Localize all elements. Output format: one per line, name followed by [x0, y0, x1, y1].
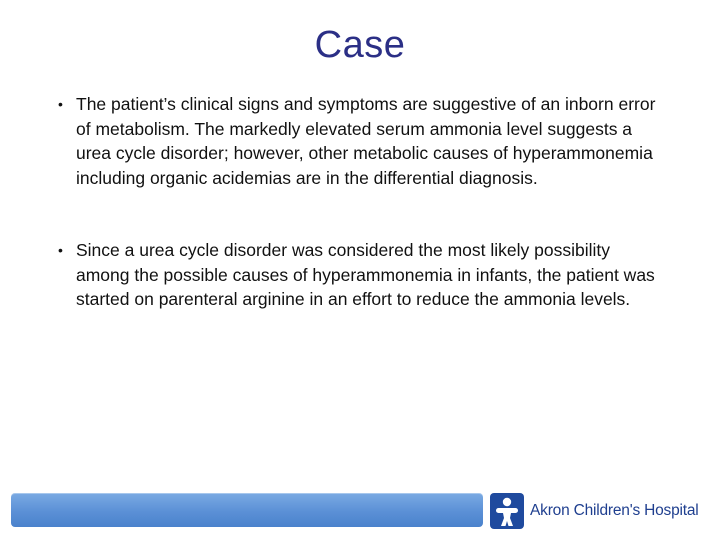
bullet-marker: • [58, 96, 63, 112]
footer-bar [11, 493, 483, 527]
bullet-item [58, 92, 668, 190]
bullet-item [58, 238, 668, 312]
logo-text: Akron Children's Hospital [530, 502, 699, 519]
slide-title: Case [314, 24, 406, 66]
bullet-text: Since a urea cycle disorder was considered the most likely possibility among the possible causes of hyperammonemia in infants, the patient was started on parenteral arginine in an effort to reduce the ammonia levels. [76, 240, 655, 309]
footer-logo [490, 492, 712, 530]
bullet-text: The patient’s clinical signs and symptoms are suggestive of an inborn error of metabolism. The markedly elevated serum ammonia level suggests a urea cycle disorder; however, other metabolic causes of hyperammonemia including organic acidemias are in the differential diagnosis. [76, 94, 656, 188]
bullet-marker: • [58, 242, 63, 258]
bullet-list [58, 92, 668, 312]
akron-childrens-figure-icon [490, 493, 524, 529]
